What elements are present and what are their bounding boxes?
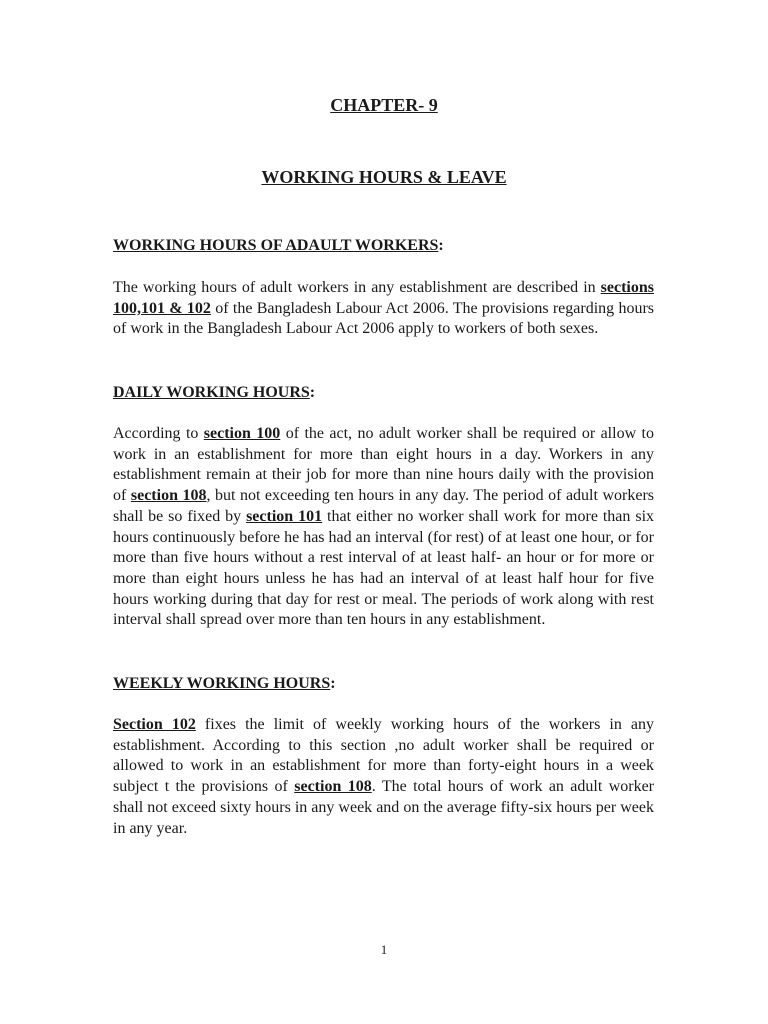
paragraph-text: , but not exceeding ten hours in any day. The period of adult workers shall be so fixed by (113, 487, 655, 525)
section-heading-adult-workers (113, 236, 444, 256)
section-heading-weekly-hours (113, 674, 336, 694)
section-reference: section 100 (203, 425, 281, 442)
section-reference: Section 102 (113, 716, 196, 733)
section-heading-daily-hours (113, 383, 315, 403)
paragraph-text: of the act, no adult worker shall be required or allow to work in an establishment for more than eight hours in a day. Workers in any establishment remain at their job for more than nine hours daily with the provision of (113, 425, 654, 505)
section-reference: sections 100,101 & 102 (113, 279, 654, 317)
heading-colon: : (438, 237, 444, 254)
paragraph-text: fixes the limit of weekly working hours of the workers in any establishment. According to this section ,no adult worker shall be required or allowed to work in an establishment for more than forty-eight hours in a week subject t the provisions of (113, 716, 655, 796)
section-heading-text: DAILY WORKING HOURS (113, 384, 310, 401)
chapter-title: CHAPTER- 9 (330, 95, 438, 115)
section-heading-text: WEEKLY WORKING HOURS (113, 675, 331, 692)
section-reference: section 108 (130, 487, 207, 505)
paragraph-text: of the Bangladesh Labour Act 2006. The provisions regarding hours of work in the Bangladesh Labour Act 2006 apply to workers of both sexes. (113, 299, 655, 338)
paragraph-daily-hours (113, 424, 654, 631)
paragraph-weekly-hours (113, 715, 654, 839)
paragraph-adult-workers (113, 278, 654, 340)
paragraph-text: According to (113, 425, 204, 442)
section-reference: section 108 (294, 778, 372, 796)
page-number: 1 (380, 942, 388, 957)
paragraph-text: that either no worker shall work for more than six hours continuously before he has had an interval (for rest) of at least one hour, or for more than five hours without a rest interval of at least half- an hour or for more or more than eight hours unless he has had an interval of at least half hour for five hours working during that day for rest or meal. The periods of work along with rest interval shall spread over more than ten hours in any establishment. (113, 507, 655, 629)
heading-colon: : (309, 384, 316, 401)
paragraph-text: . The total hours of work an adult worker shall not exceed sixty hours in any week and on the average fifty-six hours per week in any year. (113, 778, 655, 837)
page-title: WORKING HOURS & LEAVE (261, 167, 507, 187)
paragraph-text: The working hours of adult workers in any establishment are described in (113, 279, 601, 296)
heading-colon: : (330, 675, 336, 692)
section-heading-text: WORKING HOURS OF ADAULT WORKERS (113, 237, 439, 254)
section-reference: section 101 (246, 507, 323, 525)
